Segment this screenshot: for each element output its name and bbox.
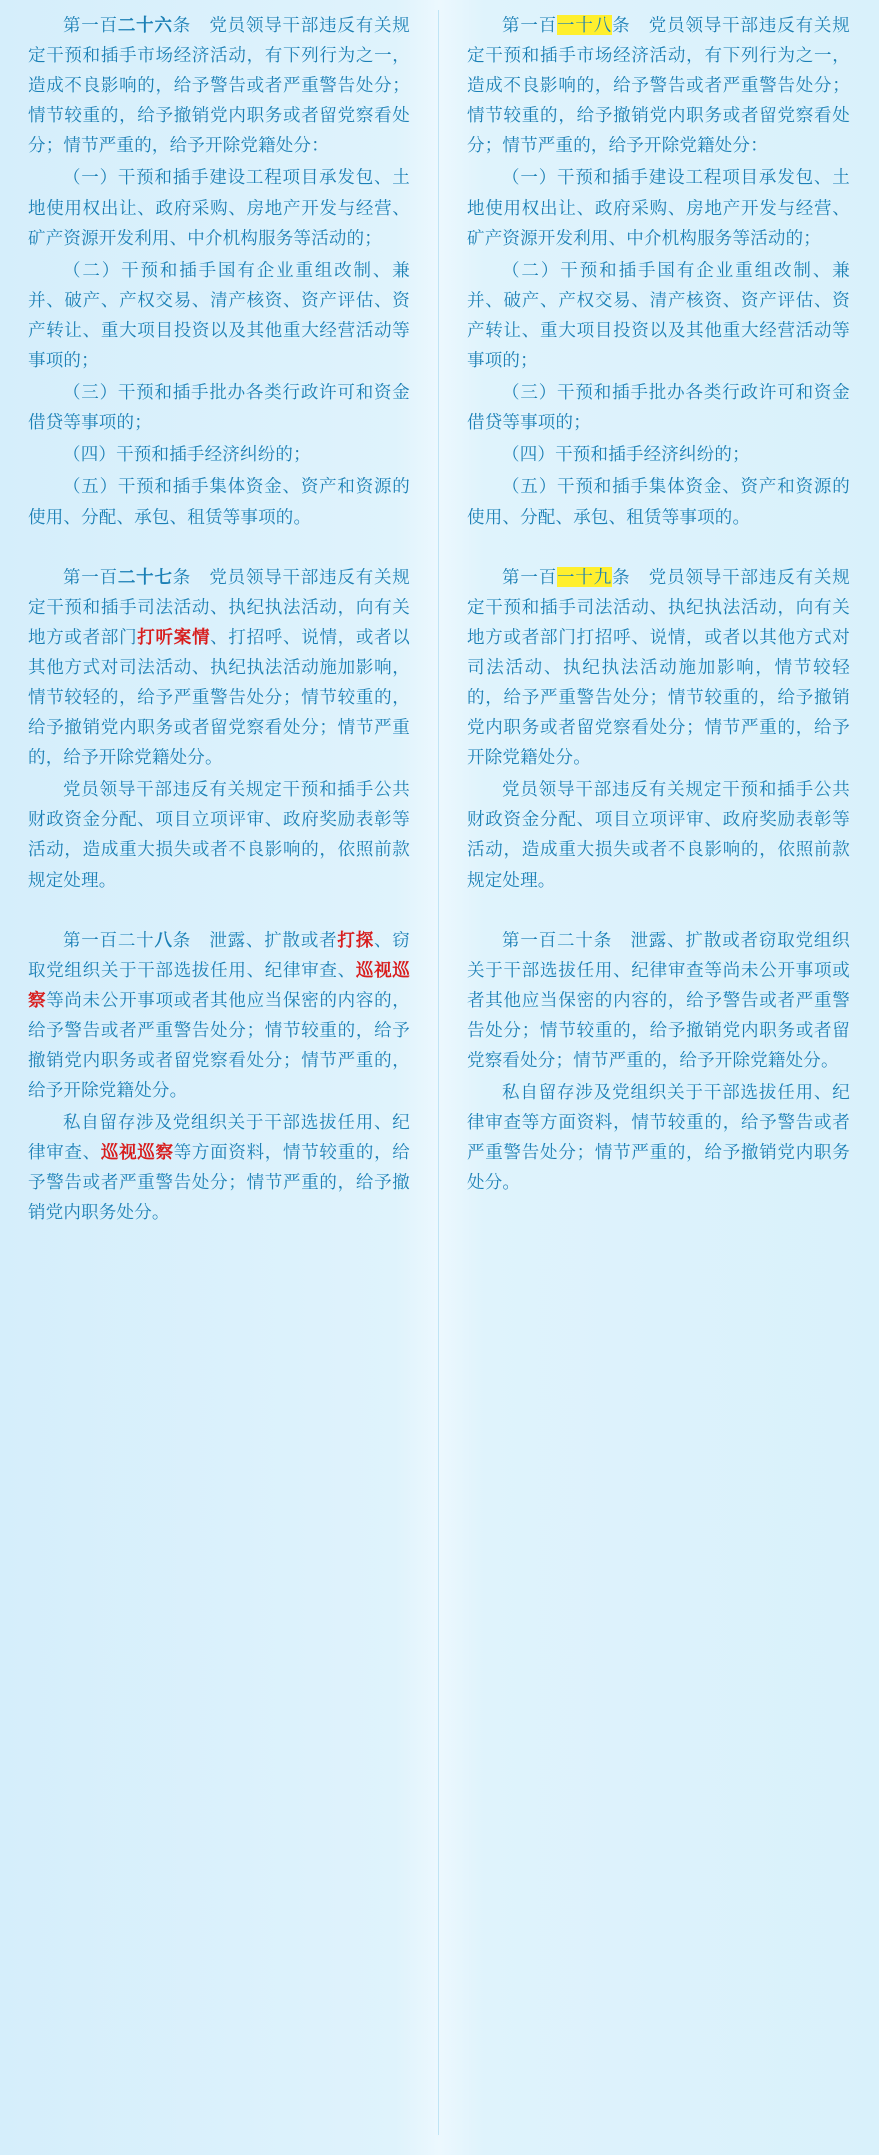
- text-run: 条 党员领导干部违反有关规定干预和插手司法活动、执纪执法活动，向有关地方或者部门打招呼、说情，或者以其他方式对司法活动、执纪执法活动施加影响，情节较轻的，给予严重警告处分；情节较重的，给予撤销党内职务或者留党察看处分；情节严重的，给予开除党籍处分。: [467, 566, 850, 768]
- article-paragraph: [467, 471, 850, 531]
- text-run: 第一百: [63, 566, 118, 587]
- text-run: （五）干预和插手集体资金、资产和资源的使用、分配、承包、租赁等事项的。: [467, 476, 850, 527]
- article-paragraph: [28, 925, 410, 1106]
- text-run: 第一百二十: [63, 929, 155, 950]
- text-run: 党员领导干部违反有关规定干预和插手公共财政资金分配、项目立项评审、政府奖励表彰等活动，造成重大损失或者不良影响的，依照前款规定处理。: [467, 779, 850, 890]
- text-run: 条 党员领导干部违反有关规定干预和插手市场经济活动，有下列行为之一，造成不良影响的，给予警告或者严重警告处分；情节较重的，给予撤销党内职务或者留党察看处分；情节严重的，给予开除党籍处分：: [28, 15, 410, 156]
- emphasis-run: 巡视巡察: [28, 959, 410, 1010]
- article-paragraph: [467, 162, 850, 252]
- article-paragraph: [467, 377, 850, 437]
- article-paragraph: [467, 1077, 850, 1197]
- text-run: 党员领导干部违反有关规定干预和插手公共财政资金分配、项目立项评审、政府奖励表彰等活动，造成重大损失或者不良影响的，依照前款规定处理。: [28, 779, 410, 890]
- text-run: （一）干预和插手建设工程项目承发包、土地使用权出让、政府采购、房地产开发与经营、矿产资源开发利用、中介机构服务等活动的；: [467, 167, 850, 248]
- text-run: 条 党员领导干部违反有关规定干预和插手市场经济活动，有下列行为之一，造成不良影响的，给予警告或者严重警告处分；情节较重的，给予撤销党内职务或者留党察看处分；情节严重的，给予开除党籍处分：: [467, 15, 850, 156]
- article-paragraph: [28, 377, 410, 437]
- article-block: [467, 562, 850, 895]
- text-run: （二）干预和插手国有企业重组改制、兼并、破产、产权交易、清产核资、资产评估、资产转让、重大项目投资以及其他重大经营活动等事项的；: [28, 259, 410, 371]
- article-paragraph: [28, 439, 410, 469]
- text-run: 私自留存涉及党组织关于干部选拔任用、纪律审查、: [28, 1112, 410, 1163]
- text-run: 、窃取党组织关于干部选拔任用、纪律审查、: [28, 929, 410, 980]
- text-run: 、打招呼、说情，或者以其他方式对司法活动、执纪执法活动施加影响，情节较轻的，给予严重警告处分；情节较重的，给予撤销党内职务或者留党察看处分；情节严重的，给予开除党籍处分。: [28, 626, 410, 768]
- text-run: 第一百二十条 泄露、扩散或者窃取党组织关于干部选拔任用、纪律审查等尚未公开事项或者其他应当保密的内容的，给予警告或者严重警告处分；情节较重的，给予撤销党内职务或者留党察看处分；情节严重的，给予开除党籍处分。: [467, 929, 850, 1070]
- emphasis-run: 一十九: [557, 566, 613, 587]
- emphasis-run: 打探: [337, 929, 374, 950]
- article-block: [467, 925, 850, 1198]
- text-run: 等尚未公开事项或者其他应当保密的内容的，给予警告或者严重警告处分；情节较重的，给予撤销党内职务或者留党察看处分；情节严重的，给予开除党籍处分。: [28, 989, 410, 1101]
- emphasis-run: 二十六: [117, 15, 173, 35]
- text-run: 私自留存涉及党组织关于干部选拔任用、纪律审查等方面资料，情节较重的，给予警告或者严重警告处分；情节严重的，给予撤销党内职务处分。: [467, 1082, 850, 1193]
- text-run: （四）干预和插手经济纠纷的；: [502, 444, 750, 465]
- text-run: 条 泄露、扩散或者: [172, 929, 338, 950]
- article-paragraph: [28, 255, 410, 375]
- article-paragraph: [467, 439, 850, 469]
- article-paragraph: [28, 1107, 410, 1227]
- text-run: （五）干预和插手集体资金、资产和资源的使用、分配、承包、租赁等事项的。: [28, 476, 410, 527]
- text-run: 第一百: [502, 15, 558, 35]
- text-run: （二）干预和插手国有企业重组改制、兼并、破产、产权交易、清产核资、资产评估、资产转让、重大项目投资以及其他重大经营活动等事项的；: [467, 259, 850, 371]
- text-run: （四）干预和插手经济纠纷的；: [63, 444, 311, 465]
- right-column: [439, 10, 878, 2135]
- emphasis-run: 巡视巡察: [100, 1142, 174, 1163]
- emphasis-run: 一十八: [557, 15, 613, 35]
- article-paragraph: [28, 10, 410, 160]
- article-paragraph: [28, 471, 410, 531]
- text-run: 第一百: [502, 566, 558, 587]
- text-run: 第一百: [63, 15, 118, 35]
- article-paragraph: [28, 774, 410, 894]
- article-paragraph: [28, 562, 410, 773]
- article-paragraph: [467, 925, 850, 1075]
- article-block: [467, 10, 850, 532]
- article-paragraph: [467, 255, 850, 375]
- article-paragraph: [467, 774, 850, 894]
- text-run: （三）干预和插手批办各类行政许可和资金借贷等事项的；: [28, 382, 410, 433]
- text-run: 等方面资料，情节较重的，给予警告或者严重警告处分；情节严重的，给予撤销党内职务处分。: [28, 1142, 410, 1223]
- article-block: [28, 925, 410, 1228]
- article-paragraph: [467, 10, 850, 160]
- left-column: [0, 10, 439, 2135]
- text-run: （一）干预和插手建设工程项目承发包、土地使用权出让、政府采购、房地产开发与经营、矿产资源开发利用、中介机构服务等活动的；: [28, 167, 410, 248]
- text-run: 条 党员领导干部违反有关规定干预和插手司法活动、执纪执法活动，向有关地方或者部门: [28, 566, 410, 647]
- article-paragraph: [467, 562, 850, 773]
- emphasis-run: 八: [154, 929, 173, 950]
- article-block: [28, 10, 410, 532]
- emphasis-run: 打听案情: [137, 626, 211, 647]
- article-paragraph: [28, 162, 410, 252]
- article-block: [28, 562, 410, 895]
- text-run: （三）干预和插手批办各类行政许可和资金借贷等事项的；: [467, 382, 850, 433]
- emphasis-run: 二十七: [117, 566, 173, 587]
